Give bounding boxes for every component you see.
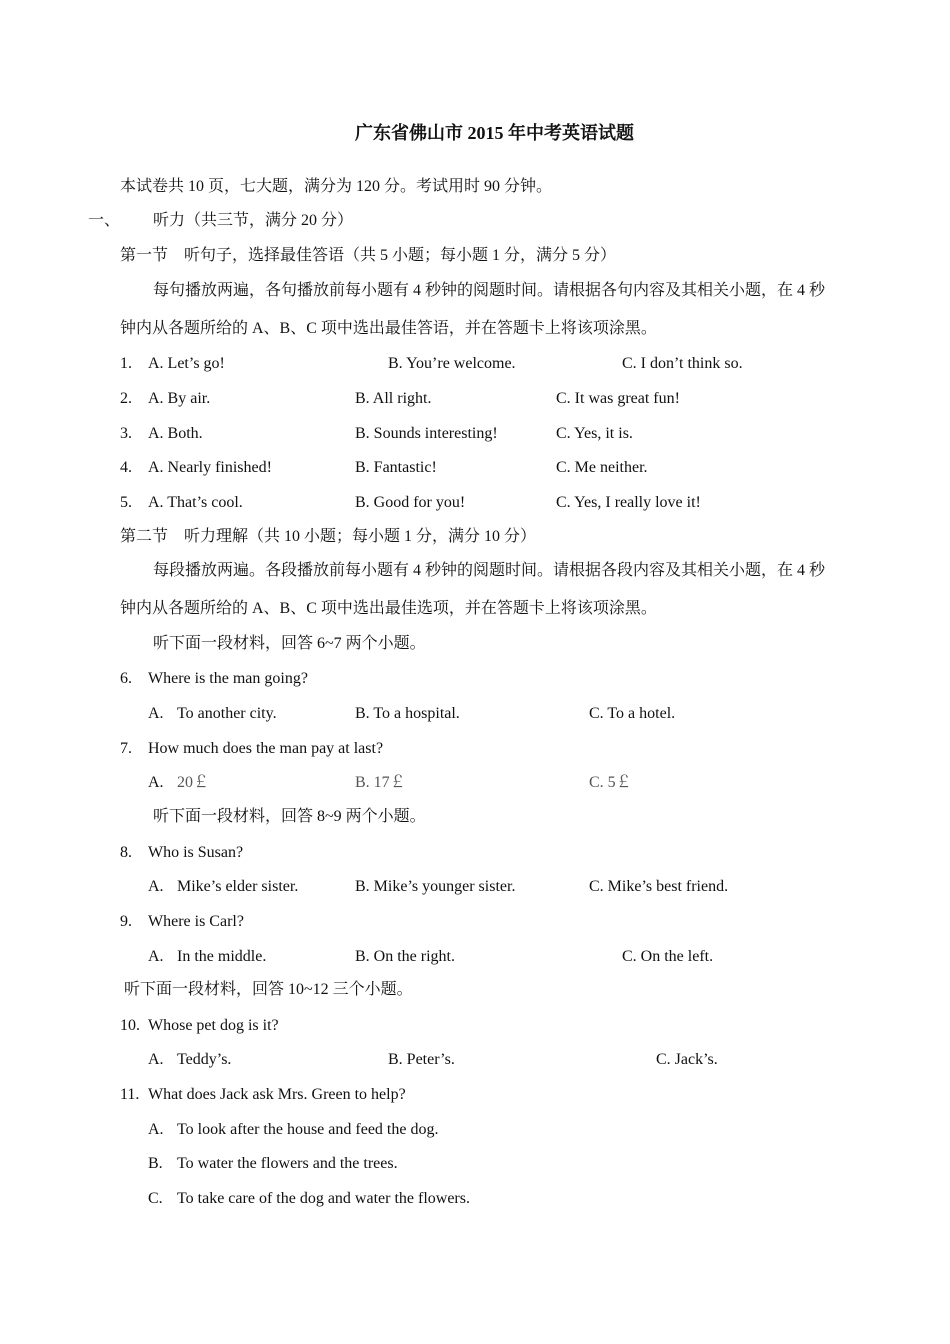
option-b: B. Mike’s younger sister. (355, 878, 516, 895)
option-a-letter: A. (148, 948, 164, 965)
option-a-letter: A. (148, 1051, 164, 1068)
option-c: C. Me neither. (556, 459, 648, 476)
option-a-text: In the middle. (177, 948, 267, 965)
option-a-text: To another city. (177, 705, 277, 722)
option-b: B. Peter’s. (388, 1051, 455, 1068)
part2-heading: 第二节 听力理解（共 10 小题；每小题 1 分，满分 10 分） (120, 528, 537, 545)
question-stem: How much does the man pay at last? (148, 740, 384, 757)
option-b: B. On the right. (355, 948, 455, 965)
option-c: C. To a hotel. (589, 705, 676, 722)
question-number: 5. (120, 494, 132, 511)
question-stem: What does Jack ask Mrs. Green to help? (148, 1086, 406, 1103)
question-number: 9. (120, 913, 132, 930)
question-stem: Whose pet dog is it? (148, 1017, 279, 1034)
option-a-letter: A. (148, 878, 164, 895)
option-c-text: To take care of the dog and water the flowers. (177, 1190, 470, 1207)
question-number: 6. (120, 670, 132, 687)
part1-instruction-line2: 钟内从各题所给的 A、B、C 项中选出最佳答语，并在答题卡上将该项涂黑。 (120, 320, 657, 337)
option-b: B. Good for you! (355, 494, 466, 511)
part2-instruction-line2: 钟内从各题所给的 A、B、C 项中选出最佳选项，并在答题卡上将该项涂黑。 (120, 600, 657, 617)
option-a-letter: A. (148, 774, 164, 791)
option-a-text: To look after the house and feed the dog. (177, 1121, 439, 1138)
option-a: A. Let’s go! (148, 355, 225, 372)
question-number: 2. (120, 390, 132, 407)
option-b: B. 17￡ (355, 774, 406, 791)
section-number: 一、 (88, 212, 121, 229)
exam-intro: 本试卷共 10 页，七大题，满分为 120 分。考试用时 90 分钟。 (120, 178, 553, 195)
question-stem: Where is the man going? (148, 670, 308, 687)
option-c: C. Yes, I really love it! (556, 494, 701, 511)
option-c: C. I don’t think so. (622, 355, 743, 372)
section-heading: 听力（共三节，满分 20 分） (153, 212, 354, 229)
question-number: 7. (120, 740, 132, 757)
question-stem: Who is Susan? (148, 844, 244, 861)
option-c: C. It was great fun! (556, 390, 680, 407)
question-number: 1. (120, 355, 132, 372)
question-number: 10. (120, 1017, 140, 1034)
option-c: C. On the left. (622, 948, 714, 965)
option-c: C. Jack’s. (656, 1051, 718, 1068)
option-a: A. Both. (148, 425, 203, 442)
option-a-text: Mike’s elder sister. (177, 878, 299, 895)
question-number: 11. (120, 1086, 140, 1103)
option-b-text: To water the flowers and the trees. (177, 1155, 398, 1172)
option-b: B. All right. (355, 390, 432, 407)
option-a: A. Nearly finished! (148, 459, 272, 476)
option-b-letter: B. (148, 1155, 163, 1172)
option-b: B. To a hospital. (355, 705, 460, 722)
question-stem: Where is Carl? (148, 913, 244, 930)
page-title: 广东省佛山市 2015 年中考英语试题 (355, 123, 634, 143)
listening-prompt: 听下面一段材料，回答 8~9 两个小题。 (153, 808, 426, 825)
listening-prompt: 听下面一段材料，回答 10~12 三个小题。 (124, 981, 413, 998)
option-c: C. Mike’s best friend. (589, 878, 729, 895)
option-a-letter: A. (148, 1121, 164, 1138)
option-a-text: Teddy’s. (177, 1051, 232, 1068)
option-b: B. Sounds interesting! (355, 425, 498, 442)
part1-heading: 第一节 听句子，选择最佳答语（共 5 小题；每小题 1 分，满分 5 分） (120, 247, 617, 264)
question-number: 8. (120, 844, 132, 861)
question-number: 4. (120, 459, 132, 476)
part1-instruction-line1: 每句播放两遍，各句播放前每小题有 4 秒钟的阅题时间。请根据各句内容及其相关小题，在 4 秒 (153, 282, 826, 299)
option-a-letter: A. (148, 705, 164, 722)
option-c: C. Yes, it is. (556, 425, 633, 442)
option-a-text: 20￡ (177, 774, 210, 791)
listening-prompt: 听下面一段材料，回答 6~7 两个小题。 (153, 635, 426, 652)
option-a: A. By air. (148, 390, 211, 407)
option-a: A. That’s cool. (148, 494, 243, 511)
option-b: B. You’re welcome. (388, 355, 516, 372)
option-c-letter: C. (148, 1190, 163, 1207)
part2-instruction-line1: 每段播放两遍。各段播放前每小题有 4 秒钟的阅题时间。请根据各段内容及其相关小题，在 4 秒 (153, 562, 826, 579)
option-b: B. Fantastic! (355, 459, 437, 476)
option-c: C. 5￡ (589, 774, 632, 791)
question-number: 3. (120, 425, 132, 442)
